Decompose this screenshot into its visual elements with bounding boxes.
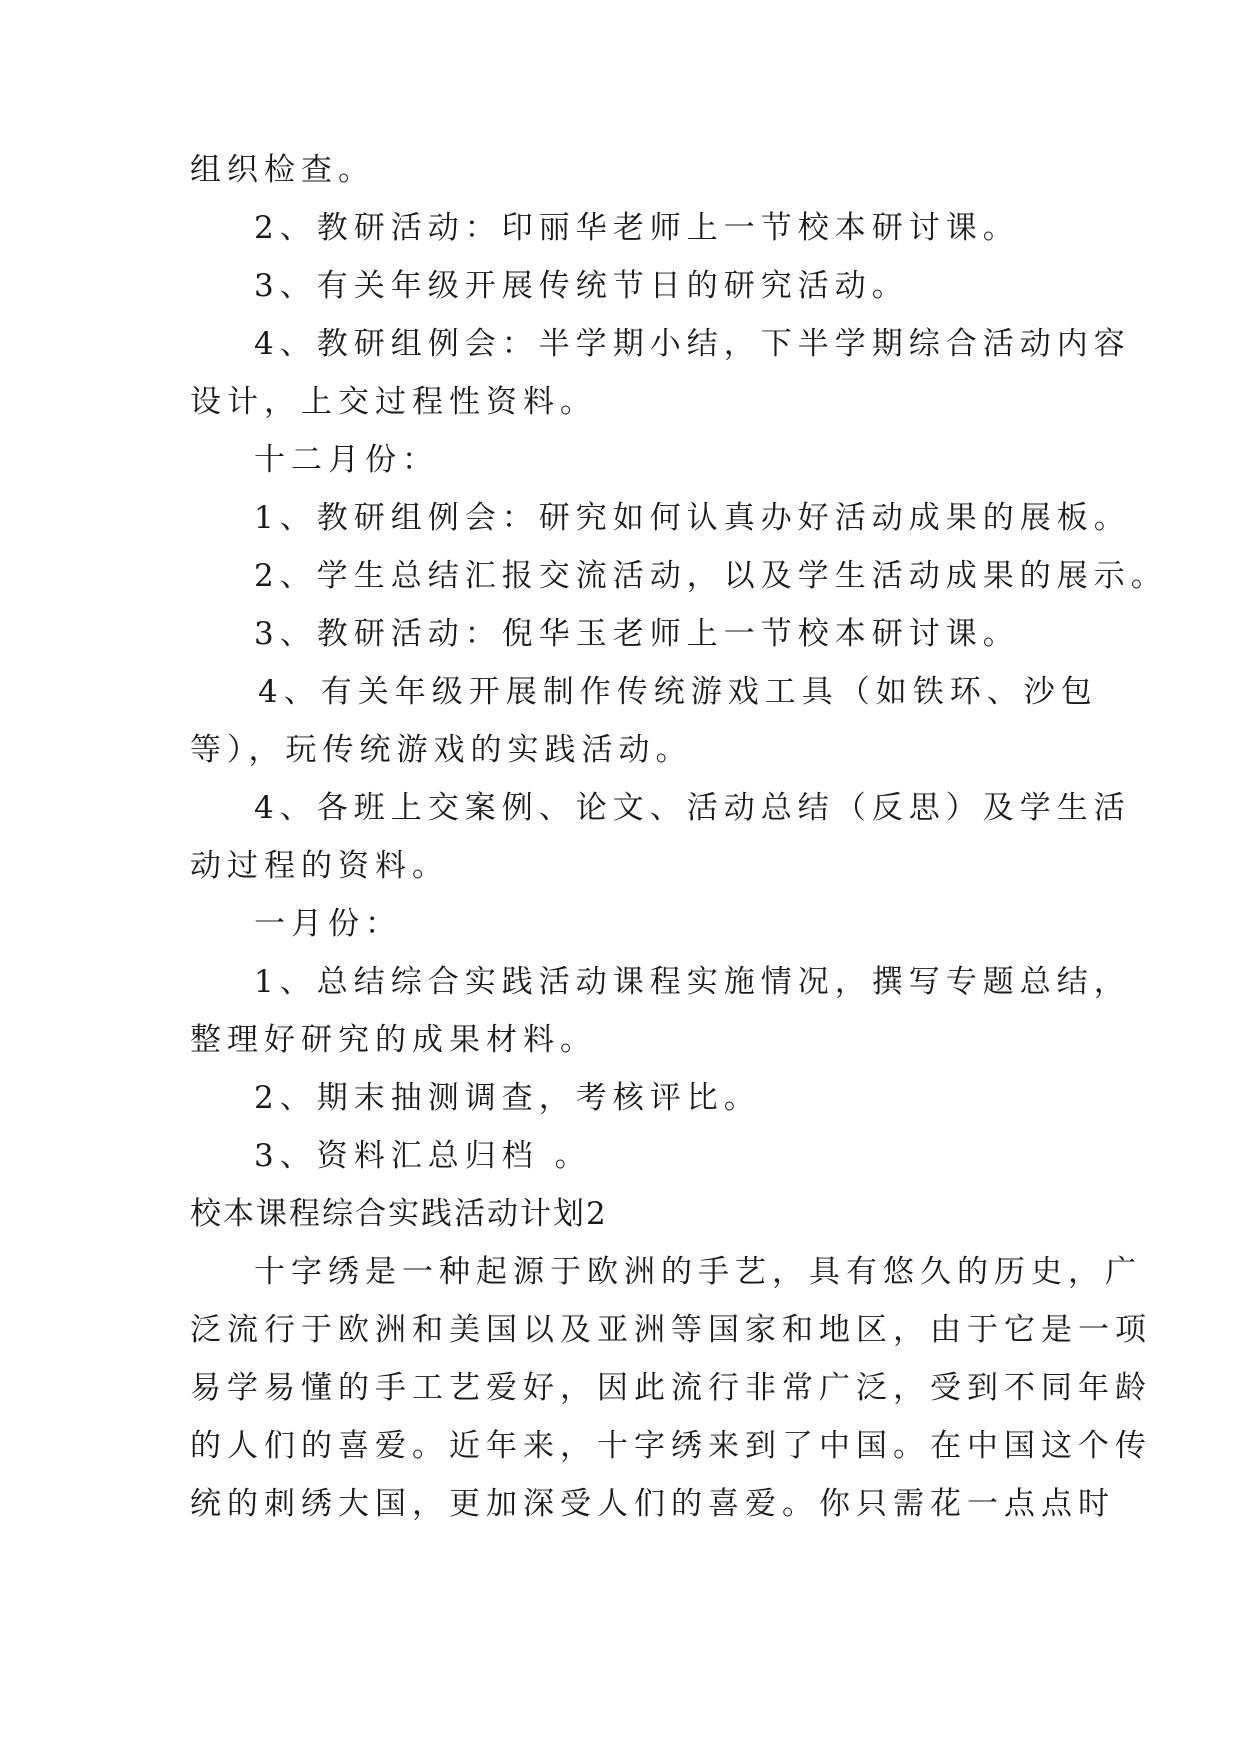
text-line: 3、资料汇总归档 。 <box>254 1138 592 1174</box>
month-heading: 十二月份： <box>254 442 439 478</box>
section-title: 校本课程综合实践活动计划2 <box>190 1196 608 1232</box>
text-line: 2、教研活动：印丽华老师上一节校本研讨课。 <box>254 210 1020 246</box>
month-heading: 一月份： <box>254 906 402 942</box>
text-line: 易学易懂的手工艺爱好，因此流行非常广泛，受到不同年龄 <box>190 1370 1152 1406</box>
text-line: 整理好研究的成果材料。 <box>190 1022 597 1058</box>
text-line: 3、有关年级开展传统节日的研究活动。 <box>254 268 909 304</box>
text-line: 4、各班上交案例、论文、活动总结（反思）及学生活 <box>254 790 1131 826</box>
text-line: 统的刺绣大国，更加深受人们的喜爱。你只需花一点点时 <box>190 1486 1115 1522</box>
text-line: 泛流行于欧洲和美国以及亚洲等国家和地区，由于它是一项 <box>190 1312 1152 1348</box>
text-line: 2、学生总结汇报交流活动，以及学生活动成果的展示。 <box>254 558 1168 594</box>
text-line: 十字绣是一种起源于欧洲的手艺，具有悠久的历史，广 <box>254 1254 1142 1290</box>
text-line: 动过程的资料。 <box>190 848 449 884</box>
text-line: 1、教研组例会：研究如何认真办好活动成果的展板。 <box>254 500 1131 536</box>
text-line: 等），玩传统游戏的实践活动。 <box>190 732 693 768</box>
text-line: 组织检查。 <box>190 152 375 188</box>
text-line: 设计，上交过程性资料。 <box>190 384 597 420</box>
text-line: 的人们的喜爱。近年来，十字绣来到了中国。在中国这个传 <box>190 1428 1152 1464</box>
text-line: 4、教研组例会：半学期小结，下半学期综合活动内容 <box>254 326 1131 362</box>
text-line: 4、有关年级开展制作传统游戏工具（如铁环、沙包 <box>258 674 1098 710</box>
text-line: 1、总结综合实践活动课程实施情况，撰写专题总结， <box>254 964 1131 1000</box>
text-line: 2、期末抽测调查，考核评比。 <box>254 1080 761 1116</box>
text-line: 3、教研活动：倪华玉老师上一节校本研讨课。 <box>254 616 1020 652</box>
